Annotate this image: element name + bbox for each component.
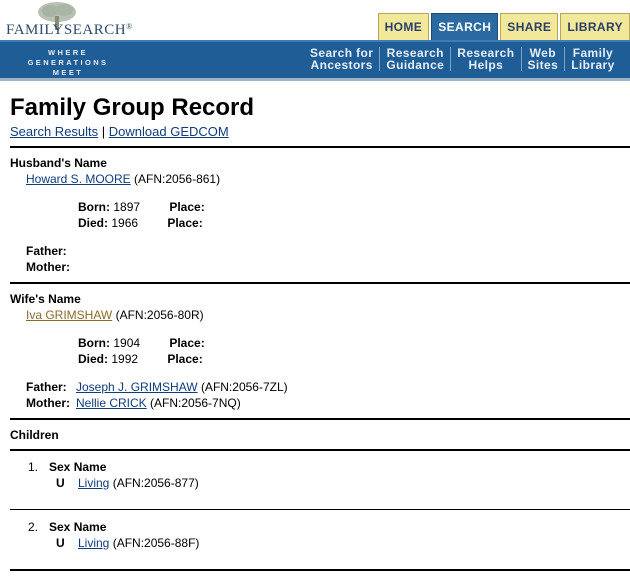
wife-father-link[interactable]: Joseph J. GRIMSHAW bbox=[76, 380, 198, 394]
subnav-family-library[interactable]: Family Library bbox=[564, 47, 620, 71]
wife-mother-row: Mother: Nellie CRICK (AFN:2056-7NQ) bbox=[26, 396, 241, 410]
husband-section-label: Husband's Name bbox=[10, 156, 107, 170]
child-1-record bbox=[78, 476, 199, 490]
tab-library[interactable]: LIBRARY bbox=[560, 13, 630, 40]
download-gedcom-link[interactable]: Download GEDCOM bbox=[108, 124, 229, 139]
sub-navigation bbox=[300, 47, 621, 71]
subnav-research-helps[interactable]: Research Helps bbox=[450, 47, 520, 71]
familysearch-logo[interactable] bbox=[0, 0, 300, 40]
child-2-name-link[interactable]: Living bbox=[78, 536, 110, 550]
husband-name-link[interactable]: Howard S. MOORE bbox=[26, 172, 131, 186]
wife-mother-link[interactable]: Nellie CRICK bbox=[76, 396, 147, 410]
tab-share[interactable]: SHARE bbox=[500, 13, 558, 40]
child-2-record bbox=[78, 536, 199, 550]
child-1-sex: U bbox=[56, 476, 65, 490]
wife-father-row: Father: Joseph J. GRIMSHAW (AFN:2056-7ZL) bbox=[26, 380, 288, 394]
wife-afn: (AFN:2056-80R) bbox=[115, 308, 204, 322]
tab-search[interactable]: SEARCH bbox=[431, 13, 498, 40]
divider bbox=[10, 418, 630, 420]
children-section-label: Children bbox=[10, 428, 59, 442]
wife-died-row: Died: 1992 Place: bbox=[78, 352, 203, 366]
wife-record bbox=[26, 308, 204, 322]
child-1-number: 1. bbox=[28, 460, 39, 474]
subnav-search-for-ancestors[interactable]: Search for Ancestors bbox=[310, 46, 374, 72]
tagline: WHERE GENERATIONS MEET bbox=[27, 48, 109, 77]
wife-died-year: 1992 bbox=[111, 352, 139, 366]
husband-record bbox=[26, 172, 220, 186]
divider bbox=[10, 282, 630, 284]
husband-born-row: Born: 1897 Place: bbox=[78, 200, 205, 214]
subnav-research-guidance[interactable]: Research Guidance bbox=[379, 47, 450, 71]
child-2-header: Sex Name bbox=[49, 520, 107, 534]
husband-mother-row: Mother: bbox=[26, 260, 70, 274]
wife-section-label: Wife's Name bbox=[10, 292, 81, 306]
husband-born-year: 1897 bbox=[113, 200, 141, 214]
child-1-name-link[interactable]: Living bbox=[78, 476, 110, 490]
page-links bbox=[10, 124, 229, 139]
wife-born-row: Born: 1904 Place: bbox=[78, 336, 205, 350]
page-title: Family Group Record bbox=[10, 94, 255, 121]
child-2-sex: U bbox=[56, 536, 65, 550]
husband-died-year: 1966 bbox=[111, 216, 139, 230]
subnav-web-sites[interactable]: Web Sites bbox=[521, 47, 565, 71]
husband-father-row: Father: bbox=[26, 244, 67, 258]
child-1-header: Sex Name bbox=[49, 460, 107, 474]
wife-born-year: 1904 bbox=[113, 336, 141, 350]
navigation-band bbox=[0, 40, 630, 78]
wife-name-link[interactable]: Iva GRIMSHAW bbox=[26, 308, 113, 322]
tab-home[interactable]: HOME bbox=[378, 13, 430, 40]
wife-mother-afn: (AFN:2056-7NQ) bbox=[150, 396, 241, 410]
top-navigation bbox=[376, 13, 630, 40]
divider bbox=[10, 509, 630, 510]
wife-father-afn: (AFN:2056-7ZL) bbox=[200, 380, 288, 394]
divider bbox=[10, 449, 630, 451]
husband-afn: (AFN:2056-861) bbox=[134, 172, 221, 186]
band-divider bbox=[0, 78, 630, 81]
child-1-afn: (AFN:2056-877) bbox=[112, 476, 199, 490]
child-2-number: 2. bbox=[28, 520, 39, 534]
logo-wordmark: FAMILYSEARCH® bbox=[6, 22, 133, 38]
divider bbox=[10, 146, 630, 148]
husband-died-row: Died: 1966 Place: bbox=[78, 216, 203, 230]
divider bbox=[10, 569, 630, 571]
link-separator: | bbox=[101, 124, 106, 139]
search-results-link[interactable]: Search Results bbox=[10, 124, 99, 139]
child-2-afn: (AFN:2056-88F) bbox=[112, 536, 200, 550]
